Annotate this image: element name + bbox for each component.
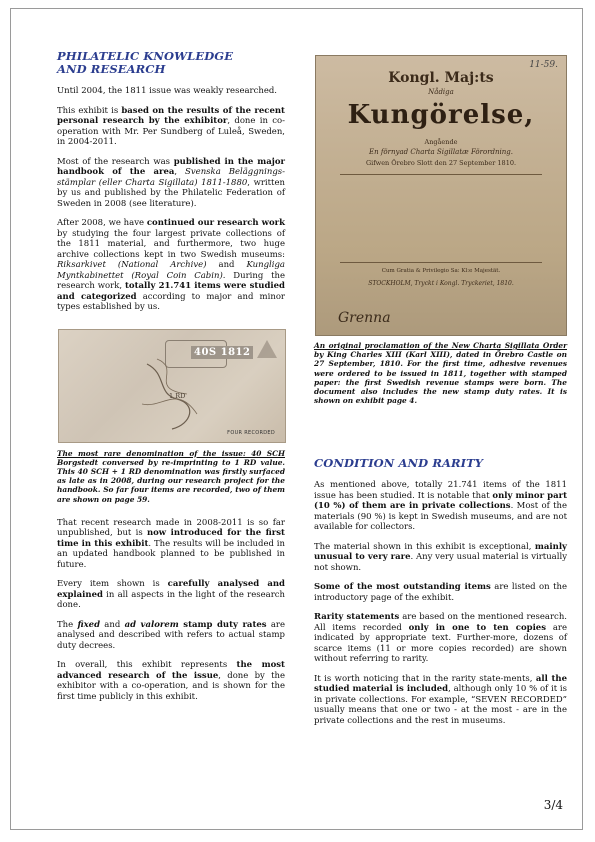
paragraph-r3: Some of the most outstanding items are listed on the introductory page of the exhibit.	[314, 582, 567, 603]
paragraph-4: After 2008, we have continued our research work by studying the four largest private collections of the 1811 material, and furthermore, two huge archive collections kept in two Swedish museums: Riksarkivet (National Archive) and Kungliga Myntkabinettet (Royal Coin Cabin). During the research work, totally 21.741 items were studied and categorized according to major and minor types established by us.	[57, 218, 286, 312]
proclamation-rule-bottom	[340, 262, 542, 263]
section-heading-research	[57, 50, 285, 76]
proclamation-title-1: Kongl. Maj:ts	[388, 70, 494, 86]
paragraph-8: In overall, this exhibit represents the most advanced research of the issue, done by the exhibitor with a co-operation, and is shown for the first time publicly in this exhibit.	[57, 660, 285, 702]
proclamation-sub-3: Gifwen Örebro Slott den 27 September 1810.	[365, 159, 517, 167]
stamp-triangle	[257, 340, 277, 358]
proclamation-footer-1: Cum Gratia & Privilegio Sa: Kl:e Majestät.	[381, 268, 501, 274]
paragraph-r2: The material shown in this exhibit is exceptional, mainly unusual to very rare. Any very usual material is virtually not shown.	[314, 541, 567, 573]
proclamation-title-3: Kungörelse,	[347, 100, 535, 130]
proclamation-rule-top	[340, 174, 542, 175]
paragraph-2: This exhibit is based on the results of the recent personal research by the exhibitor, done in co-operation with Mr. Per Sundberg of Luleå, Sweden, in 2004-2011.	[57, 105, 285, 147]
proclamation-image	[315, 55, 567, 336]
paragraph-5: That recent research made in 2008-2011 is so far unpublished, but is now introduced for the first time in this exhibit. The results will be included in an updated handbook planned to be published in future.	[57, 517, 285, 570]
proclamation-sub-2: En förnyad Charta Sigillatæ Förordning.	[369, 148, 513, 156]
paragraph-1: Until 2004, the 1811 issue was weakly researched.	[57, 86, 278, 96]
heading-line-1: PHILATELIC KNOWLEDGE	[57, 49, 234, 63]
proclamation-footer-2: STOCKHOLM, Tryckt i Kongl. Tryckeriet, 1810.	[368, 280, 514, 287]
caption-stamp: The most rare denomination of the issue: 40 SCH Borgstedt conversed by re-imprinting to 1 RD value. This 40 SCH + 1 RD denomination was firstly surfaced as late as in 2008, during our research project for the handbook. So far four items are recorded, two of them are shown on page 59.	[57, 448, 285, 504]
left-column	[57, 50, 285, 711]
paragraph-r1: As mentioned above, totally 21.741 items of the 1811 issue has been studied. It is notable that only minor part (10 %) of them are in private collections. Most of the materials (90 %) is kept in Swedish museums, and are not available for collectors.	[314, 480, 567, 533]
proclamation-title-2: Nådiga	[428, 88, 454, 96]
caption-proclamation: An original proclamation of the New Charta Sigillata Order by King Charles XIII (Karl XIII), dated in Örebro Castle on 27 September, 1810. For the first time, adhesive revenues were ordered to be issued in 1811, together with stamped paper: the first Swedish revenue stamps were born. The document also includes the new stamp duty rates. It is shown on exhibit page 4.	[314, 341, 567, 406]
page-number: 3/4	[543, 798, 563, 812]
stamp-value-text: 40S 1812	[191, 346, 253, 359]
paragraph-r5: It is worth noticing that in the rarity state-ments, all the studied material is included, although only 10 % of it is in private collections. For example, “SEVEN RECORDED” usually means that one or two - at the most - are in the private collections and the rest in museums.	[314, 673, 567, 726]
proclamation-signature: Grenna	[338, 310, 391, 326]
stamp-small-text: 1 RD	[169, 391, 186, 400]
heading-line-2: AND RESEARCH	[57, 62, 166, 76]
paragraph-6: Every item shown is carefully analysed and explained in all aspects in the light of the research done.	[57, 579, 285, 611]
proclamation-sub-1: Angående	[424, 138, 458, 146]
right-column	[314, 55, 567, 735]
stamp-record-label: FOUR RECORDED	[227, 429, 275, 436]
paragraph-3: Most of the research was published in the major handbook of the area, Svenska Beläggnings-stämplar (eller Charta Sigillata) 1811-1880, written by us and published by the Philatelic Federation of Sweden in 2008 (see literature).	[57, 156, 286, 209]
stamp-image	[58, 329, 286, 443]
paragraph-r4: Rarity statements are based on the mentioned research. All items recorded only in one to ten copies are indicated by appropriate text. Further-more, dozens of scarce items (11 or more copies recorded) are shown without referring to rarity.	[314, 612, 568, 665]
proclamation-corner-note: 11-59.	[529, 60, 558, 70]
section-heading-condition: CONDITION AND RARITY	[314, 456, 484, 471]
paragraph-7: The fixed and ad valorem stamp duty rates are analysed and described with refers to actual stamp duty decrees.	[57, 619, 285, 651]
